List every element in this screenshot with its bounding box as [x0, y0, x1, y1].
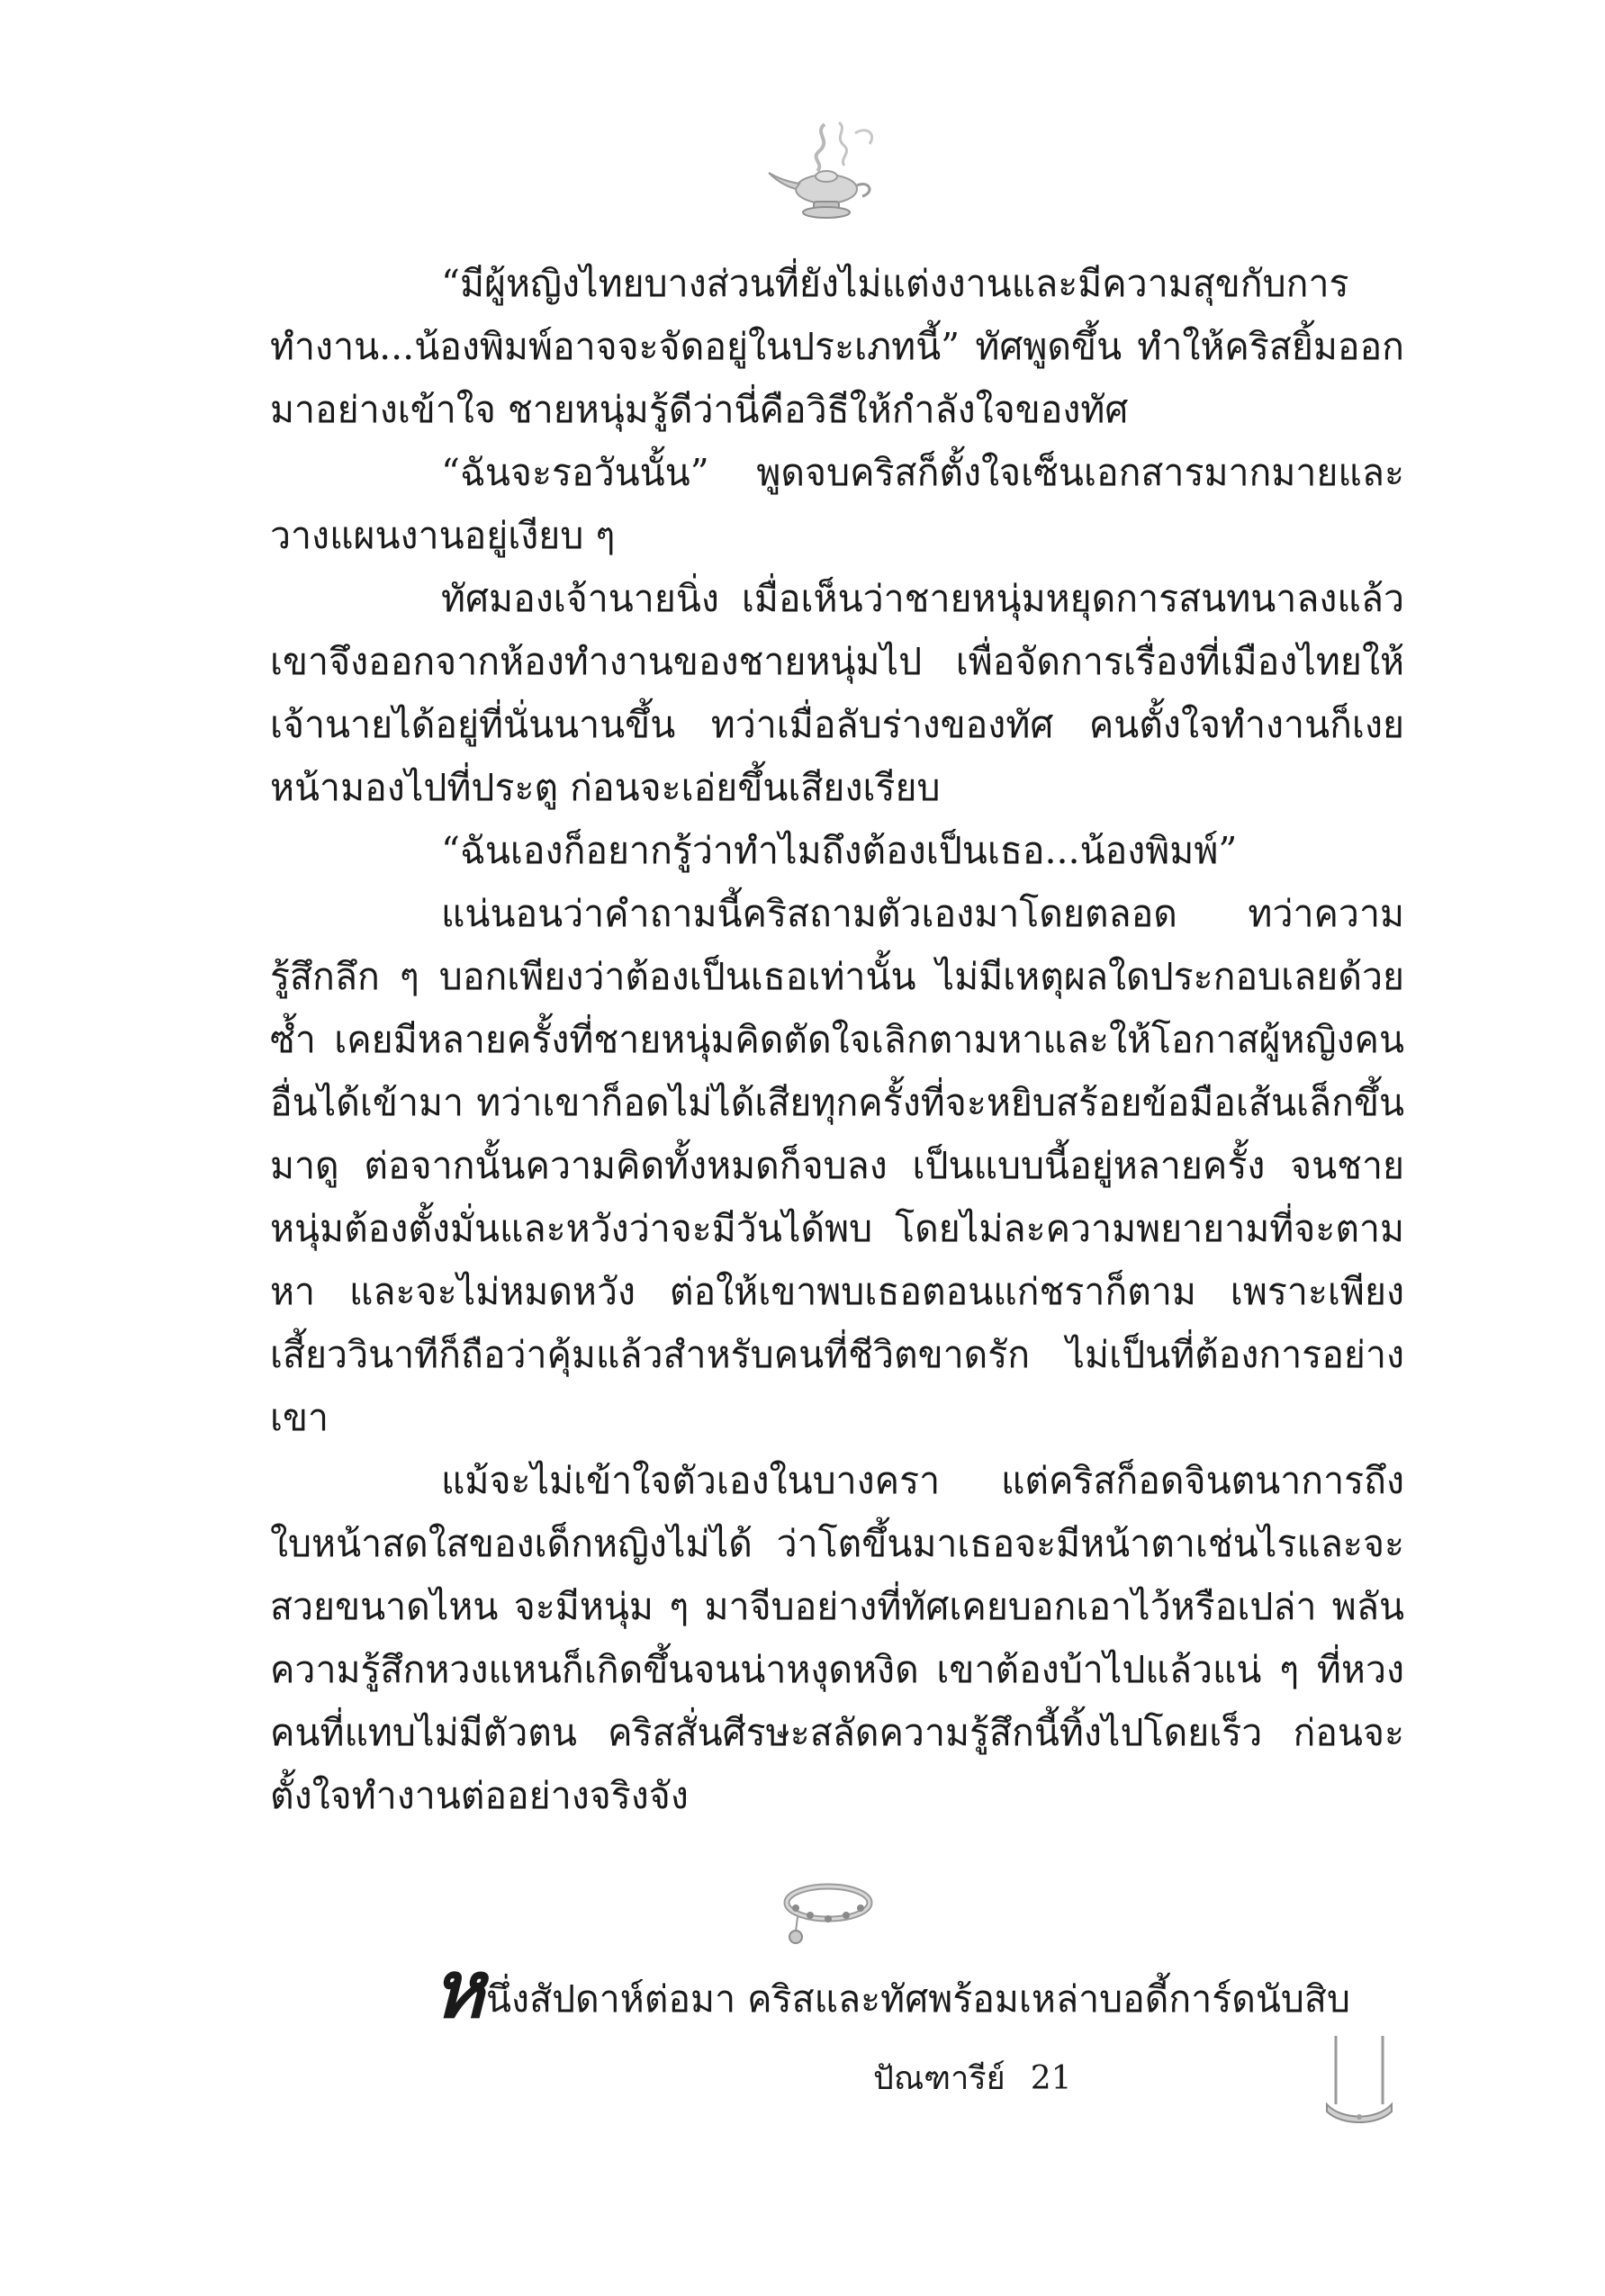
swing-icon — [1323, 2034, 1395, 2133]
paragraph: “ฉันเองก็อยากรู้ว่าทำไมถึงต้องเป็นเธอ...น้องพิมพ์” — [441, 829, 1238, 872]
paragraph: ทัศมองเจ้านายนิ่ง เมื่อเห็นว่าชายหนุ่มหยุดการสนทนาลงแล้ว เขาจึงออกจากห้องทำงานของชายหนุ่มไป เพื่อจัดการเรื่องที่เมืองไทยให้เจ้านายได้อยู่ที่นั่นนานขึ้น ทว่าเมื่อลับร่างของทัศ คนตั้งใจทำงานก็เงยหน้ามองไปที่ประตู ก่อนจะเอ่ยขึ้นเสียงเรียบ — [270, 577, 1404, 809]
page-number: 21 — [1030, 2060, 1072, 2097]
paragraph: “มีผู้หญิงไทยบางส่วนที่ยังไม่แต่งงานและมีความสุขกับการทำงาน...น้องพิมพ์อาจจะจัดอยู่ในประเภทนี้” ทัศพูดขึ้น ทำให้คริสยิ้มออกมาอย่างเข้าใจ ชายหนุ่มรู้ดีว่านี่คือวิธีให้กำลังใจของทัศ — [270, 262, 1404, 431]
paragraph: “ฉันจะรอวันนั้น” พูดจบคริสก็ตั้งใจเซ็นเอกสารมากมายและวางแผนงานอยู่เงียบ ๆ — [270, 451, 1404, 557]
drop-cap: ห — [432, 1942, 485, 2036]
chapter-opening-text: นึ่งสัปดาห์ต่อมา คริสและทัศพร้อมเหล่าบอดี้การ์ดนับสิบ — [486, 1977, 1350, 2021]
paragraph: แม้จะไม่เข้าใจตัวเองในบางครา แต่คริสก็อดจินตนาการถึงใบหน้าสดใสของเด็กหญิงไม่ได้ ว่าโตขึ้นมาเธอจะมีหน้าตาเช่นไรและจะสวยขนาดไหน จะมีหนุ่ม ๆ มาจีบอย่างที่ทัศเคยบอกเอาไว้หรือเปล่า พลันความรู้สึกหวงแหนก็เกิดขึ้นจนน่าหงุดหงิด เขาต้องบ้าไปแล้วแน่ ๆ ที่หวงคนที่แทบไม่มีตัวตน คริสสั่นศีรษะสลัดความรู้สึกนี้ทิ้งไปโดยเร็ว ก่อนจะตั้งใจทำงานต่ออย่างจริงจัง — [270, 1459, 1404, 1817]
paragraph: แน่นอนว่าคำถามนี้คริสถามตัวเองมาโดยตลอด ทว่าความรู้สึกลึก ๆ บอกเพียงว่าต้องเป็นเธอเท่านั้น ไม่มีเหตุผลใดประกอบเลยด้วยซ้ำ เคยมีหลายครั้งที่ชายหนุ่มคิดตัดใจเลิกตามหาและให้โอกาสผู้หญิงคนอื่นได้เข้ามา ทว่าเขาก็อดไม่ได้เสียทุกครั้งที่จะหยิบสร้อยข้อมือเส้นเล็กขึ้นมาดู ต่อจากนั้นความคิดทั้งหมดก็จบลง เป็นแบบนี้อยู่หลายครั้ง จนชายหนุ่มต้องตั้งมั่นและหวังว่าจะมีวันได้พบ โดยไม่ละความพยายามที่จะตามหา และจะไม่หมดหวัง ต่อให้เขาพบเธอตอนแก่ชราก็ตาม เพราะเพียงเสี้ยววินาทีก็ถือว่าคุ้มแล้วสำหรับคนที่ชีวิตขาดรัก ไม่เป็นที่ต้องการอย่างเขา — [270, 892, 1404, 1439]
body-text — [270, 252, 1404, 1827]
book-title: ปัณฑารีย์ — [873, 2060, 1005, 2097]
chapter-opening — [432, 1942, 1413, 2036]
page-footer — [873, 2061, 1072, 2097]
genie-lamp-icon — [762, 106, 888, 232]
bracelet-icon — [774, 1872, 882, 1953]
